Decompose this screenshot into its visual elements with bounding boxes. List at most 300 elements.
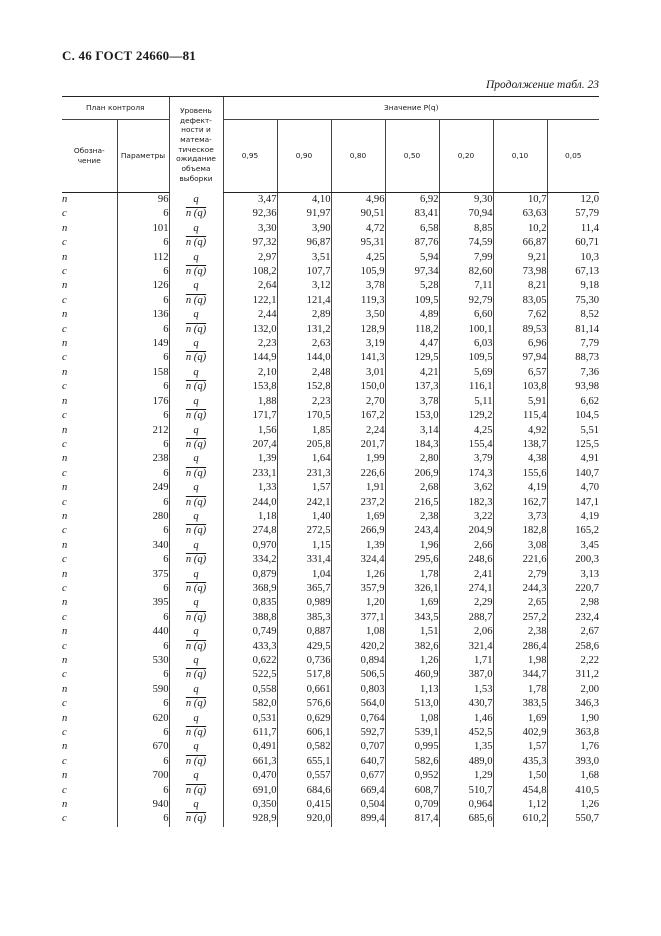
- row-value-1: 152,8: [277, 380, 331, 394]
- row-designation: n: [62, 539, 68, 551]
- row-designation: c: [62, 208, 67, 220]
- table-row: [62, 625, 599, 639]
- row-value-0: 433,3: [223, 640, 277, 654]
- row-value-1: 0,661: [277, 683, 331, 697]
- row-value-0: 132,0: [223, 323, 277, 337]
- row-value-1: 170,5: [277, 409, 331, 423]
- table-row: [62, 755, 599, 769]
- header-prob-0: 0,95: [223, 120, 277, 193]
- row-value-6: 5,51: [547, 424, 599, 438]
- row-level: n (q): [169, 438, 223, 452]
- row-level: q: [169, 337, 223, 351]
- row-value-5: 155,6: [493, 467, 547, 481]
- row-level: n (q): [169, 351, 223, 365]
- row-value-0: 171,7: [223, 409, 277, 423]
- row-value-6: 12,0: [547, 193, 599, 208]
- oc-characteristics-table: [62, 96, 599, 827]
- row-level: n (q): [169, 640, 223, 654]
- table-row: [62, 409, 599, 423]
- header-prob-4: 0,20: [439, 120, 493, 193]
- row-value-0: 0,491: [223, 740, 277, 754]
- row-value-0: 1,56: [223, 424, 277, 438]
- row-value-4: 116,1: [439, 380, 493, 394]
- row-value-3: 206,9: [385, 467, 439, 481]
- row-value-4: 82,60: [439, 265, 493, 279]
- row-level: q: [169, 654, 223, 668]
- row-value-2: 669,4: [331, 784, 385, 798]
- row-value-0: 368,9: [223, 582, 277, 596]
- table-row: [62, 308, 599, 322]
- row-value-3: 216,5: [385, 496, 439, 510]
- table-row: [62, 424, 599, 438]
- row-value-5: 286,4: [493, 640, 547, 654]
- row-value-5: 9,21: [493, 251, 547, 265]
- row-level: q: [169, 712, 223, 726]
- row-value-4: 3,79: [439, 452, 493, 466]
- row-designation: n: [62, 453, 68, 465]
- row-value-1: 1,40: [277, 510, 331, 524]
- row-value-5: 73,98: [493, 265, 547, 279]
- row-parameter: 6: [117, 409, 169, 423]
- row-level: q: [169, 251, 223, 265]
- row-value-5: 2,79: [493, 568, 547, 582]
- row-level: n (q): [169, 265, 223, 279]
- row-value-4: 182,3: [439, 496, 493, 510]
- row-parameter: 6: [117, 524, 169, 538]
- table-row: [62, 323, 599, 337]
- row-designation: n: [62, 770, 68, 782]
- row-parameter: 238: [117, 452, 169, 466]
- row-designation: n: [62, 568, 68, 580]
- table-row: [62, 611, 599, 625]
- row-value-3: 6,58: [385, 222, 439, 236]
- table-row: [62, 395, 599, 409]
- row-level: q: [169, 452, 223, 466]
- row-value-6: 220,7: [547, 582, 599, 596]
- row-value-0: 522,5: [223, 668, 277, 682]
- row-value-0: 122,1: [223, 294, 277, 308]
- row-designation: n: [62, 510, 68, 522]
- table-row: [62, 467, 599, 481]
- row-value-0: 2,44: [223, 308, 277, 322]
- row-level: q: [169, 510, 223, 524]
- row-designation: c: [62, 582, 67, 594]
- row-value-2: 2,24: [331, 424, 385, 438]
- row-value-5: 103,8: [493, 380, 547, 394]
- row-value-2: 0,707: [331, 740, 385, 754]
- row-value-6: 7,79: [547, 337, 599, 351]
- header-parameters: Параметры: [117, 120, 169, 193]
- row-value-3: 1,26: [385, 654, 439, 668]
- row-value-3: 1,69: [385, 596, 439, 610]
- row-parameter: 212: [117, 424, 169, 438]
- row-value-6: 4,70: [547, 481, 599, 495]
- header-plan: План контроля: [62, 97, 169, 120]
- row-value-1: 1,04: [277, 568, 331, 582]
- row-value-1: 606,1: [277, 726, 331, 740]
- row-parameter: 101: [117, 222, 169, 236]
- row-parameter: 6: [117, 812, 169, 826]
- row-value-3: 1,78: [385, 568, 439, 582]
- row-parameter: 620: [117, 712, 169, 726]
- row-value-1: 0,736: [277, 654, 331, 668]
- row-designation: n: [62, 482, 68, 494]
- row-value-3: 5,28: [385, 279, 439, 293]
- row-value-5: 1,69: [493, 712, 547, 726]
- row-level: n (q): [169, 236, 223, 250]
- row-value-2: 141,3: [331, 351, 385, 365]
- row-value-0: 2,97: [223, 251, 277, 265]
- row-designation: n: [62, 799, 68, 811]
- header-prob-5: 0,10: [493, 120, 547, 193]
- row-value-1: 576,6: [277, 697, 331, 711]
- row-designation: n: [62, 424, 68, 436]
- table-row: [62, 769, 599, 783]
- table-row: [62, 251, 599, 265]
- row-value-1: 2,89: [277, 308, 331, 322]
- table-row: [62, 236, 599, 250]
- row-level: q: [169, 366, 223, 380]
- row-value-4: 1,46: [439, 712, 493, 726]
- row-level: q: [169, 596, 223, 610]
- row-value-2: 1,39: [331, 539, 385, 553]
- row-value-4: 1,53: [439, 683, 493, 697]
- header-level: Уровень дефект-ности и матема-тическое ожидание объема выборки: [169, 97, 223, 193]
- row-value-1: 1,64: [277, 452, 331, 466]
- row-value-3: 5,94: [385, 251, 439, 265]
- row-value-2: 640,7: [331, 755, 385, 769]
- table-row: [62, 510, 599, 524]
- row-designation: n: [62, 395, 68, 407]
- row-value-5: 221,6: [493, 553, 547, 567]
- row-value-2: 592,7: [331, 726, 385, 740]
- row-designation: c: [62, 323, 67, 335]
- row-value-2: 0,803: [331, 683, 385, 697]
- row-value-1: 1,85: [277, 424, 331, 438]
- header-prob-6: 0,05: [547, 120, 599, 193]
- row-value-4: 2,66: [439, 539, 493, 553]
- row-parameter: 249: [117, 481, 169, 495]
- row-value-6: 3,13: [547, 568, 599, 582]
- row-parameter: 6: [117, 351, 169, 365]
- header-prob-2: 0,80: [331, 120, 385, 193]
- row-value-4: 5,69: [439, 366, 493, 380]
- row-designation: c: [62, 755, 67, 767]
- table-row: [62, 351, 599, 365]
- row-parameter: 6: [117, 784, 169, 798]
- row-value-1: 272,5: [277, 524, 331, 538]
- row-value-6: 57,79: [547, 207, 599, 221]
- row-value-3: 2,80: [385, 452, 439, 466]
- row-value-1: 0,629: [277, 712, 331, 726]
- row-value-2: 4,72: [331, 222, 385, 236]
- row-parameter: 126: [117, 279, 169, 293]
- row-value-5: 1,50: [493, 769, 547, 783]
- row-value-0: 2,10: [223, 366, 277, 380]
- table-row: [62, 539, 599, 553]
- row-parameter: 6: [117, 496, 169, 510]
- row-level: q: [169, 279, 223, 293]
- row-value-1: 4,10: [277, 193, 331, 208]
- row-value-4: 6,60: [439, 308, 493, 322]
- row-value-5: 4,19: [493, 481, 547, 495]
- row-value-2: 150,0: [331, 380, 385, 394]
- row-value-6: 346,3: [547, 697, 599, 711]
- row-parameter: 6: [117, 697, 169, 711]
- row-level: q: [169, 222, 223, 236]
- row-value-6: 7,36: [547, 366, 599, 380]
- row-value-4: 74,59: [439, 236, 493, 250]
- row-value-2: 357,9: [331, 582, 385, 596]
- row-value-0: 0,622: [223, 654, 277, 668]
- row-value-4: 387,0: [439, 668, 493, 682]
- row-value-1: 131,2: [277, 323, 331, 337]
- row-value-0: 334,2: [223, 553, 277, 567]
- row-level: n (q): [169, 582, 223, 596]
- row-designation: n: [62, 741, 68, 753]
- row-value-4: 0,964: [439, 798, 493, 812]
- row-parameter: 6: [117, 380, 169, 394]
- row-value-6: 8,52: [547, 308, 599, 322]
- row-value-3: 343,5: [385, 611, 439, 625]
- row-value-6: 75,30: [547, 294, 599, 308]
- row-value-4: 6,03: [439, 337, 493, 351]
- row-value-1: 231,3: [277, 467, 331, 481]
- row-value-3: 184,3: [385, 438, 439, 452]
- row-value-0: 153,8: [223, 380, 277, 394]
- row-value-1: 1,15: [277, 539, 331, 553]
- row-designation: c: [62, 525, 67, 537]
- row-parameter: 6: [117, 265, 169, 279]
- row-value-5: 10,2: [493, 222, 547, 236]
- row-value-2: 201,7: [331, 438, 385, 452]
- row-value-3: 0,709: [385, 798, 439, 812]
- row-parameter: 6: [117, 726, 169, 740]
- table-row: [62, 668, 599, 682]
- table-row: [62, 726, 599, 740]
- row-level: q: [169, 798, 223, 812]
- row-level: q: [169, 424, 223, 438]
- table-row: [62, 207, 599, 221]
- row-value-1: 517,8: [277, 668, 331, 682]
- row-parameter: 112: [117, 251, 169, 265]
- row-value-2: 3,50: [331, 308, 385, 322]
- row-value-5: 244,3: [493, 582, 547, 596]
- row-value-2: 4,96: [331, 193, 385, 208]
- row-level: q: [169, 193, 223, 208]
- table-row: [62, 222, 599, 236]
- row-level: n (q): [169, 726, 223, 740]
- row-value-2: 1,20: [331, 596, 385, 610]
- table-row: [62, 740, 599, 754]
- row-value-6: 10,3: [547, 251, 599, 265]
- row-value-0: 0,470: [223, 769, 277, 783]
- row-value-4: 510,7: [439, 784, 493, 798]
- row-value-3: 109,5: [385, 294, 439, 308]
- row-value-4: 204,9: [439, 524, 493, 538]
- row-value-6: 393,0: [547, 755, 599, 769]
- row-value-0: 1,88: [223, 395, 277, 409]
- row-value-0: 2,23: [223, 337, 277, 351]
- row-level: q: [169, 481, 223, 495]
- row-value-6: 6,62: [547, 395, 599, 409]
- row-value-6: 93,98: [547, 380, 599, 394]
- row-designation: n: [62, 683, 68, 695]
- table-row: [62, 294, 599, 308]
- row-value-2: 0,894: [331, 654, 385, 668]
- row-value-0: 244,0: [223, 496, 277, 510]
- row-level: n (q): [169, 207, 223, 221]
- table-continuation-label: Продолжение табл. 23: [486, 79, 599, 91]
- row-value-6: 1,90: [547, 712, 599, 726]
- row-value-5: 4,38: [493, 452, 547, 466]
- row-value-0: 0,531: [223, 712, 277, 726]
- row-level: q: [169, 395, 223, 409]
- row-value-1: 0,989: [277, 596, 331, 610]
- row-value-3: 2,38: [385, 510, 439, 524]
- row-value-4: 3,22: [439, 510, 493, 524]
- row-value-6: 2,67: [547, 625, 599, 639]
- table-row: [62, 380, 599, 394]
- row-value-1: 2,23: [277, 395, 331, 409]
- row-value-5: 402,9: [493, 726, 547, 740]
- page-header: С. 46 ГОСТ 24660—81: [62, 48, 196, 63]
- row-value-0: 0,970: [223, 539, 277, 553]
- row-level: n (q): [169, 755, 223, 769]
- row-value-5: 383,5: [493, 697, 547, 711]
- row-value-4: 70,94: [439, 207, 493, 221]
- row-value-1: 2,63: [277, 337, 331, 351]
- row-value-4: 430,7: [439, 697, 493, 711]
- row-value-0: 0,749: [223, 625, 277, 639]
- row-value-4: 2,06: [439, 625, 493, 639]
- row-value-4: 174,3: [439, 467, 493, 481]
- row-value-6: 165,2: [547, 524, 599, 538]
- row-level: q: [169, 683, 223, 697]
- row-value-2: 3,19: [331, 337, 385, 351]
- row-value-3: 4,21: [385, 366, 439, 380]
- row-value-3: 3,14: [385, 424, 439, 438]
- row-value-3: 817,4: [385, 812, 439, 826]
- row-value-5: 2,38: [493, 625, 547, 639]
- row-designation: n: [62, 366, 68, 378]
- row-value-3: 382,6: [385, 640, 439, 654]
- row-value-1: 0,557: [277, 769, 331, 783]
- row-parameter: 6: [117, 640, 169, 654]
- row-value-2: 377,1: [331, 611, 385, 625]
- row-designation: c: [62, 352, 67, 364]
- row-parameter: 149: [117, 337, 169, 351]
- row-value-1: 655,1: [277, 755, 331, 769]
- row-value-1: 385,3: [277, 611, 331, 625]
- row-parameter: 6: [117, 438, 169, 452]
- table-row: [62, 654, 599, 668]
- row-value-5: 1,98: [493, 654, 547, 668]
- row-parameter: 340: [117, 539, 169, 553]
- row-value-2: 506,5: [331, 668, 385, 682]
- row-value-0: 661,3: [223, 755, 277, 769]
- row-value-0: 108,2: [223, 265, 277, 279]
- row-value-5: 115,4: [493, 409, 547, 423]
- row-value-3: 0,995: [385, 740, 439, 754]
- row-value-6: 410,5: [547, 784, 599, 798]
- row-designation: c: [62, 467, 67, 479]
- row-level: n (q): [169, 294, 223, 308]
- row-value-5: 182,8: [493, 524, 547, 538]
- row-value-1: 429,5: [277, 640, 331, 654]
- row-value-3: 97,34: [385, 265, 439, 279]
- table-row: [62, 640, 599, 654]
- row-value-5: 2,65: [493, 596, 547, 610]
- row-value-0: 1,18: [223, 510, 277, 524]
- row-value-5: 454,8: [493, 784, 547, 798]
- row-value-2: 167,2: [331, 409, 385, 423]
- row-value-3: 1,51: [385, 625, 439, 639]
- row-value-0: 97,32: [223, 236, 277, 250]
- row-designation: c: [62, 266, 67, 278]
- row-value-4: 2,29: [439, 596, 493, 610]
- row-value-6: 1,26: [547, 798, 599, 812]
- row-parameter: 6: [117, 668, 169, 682]
- row-value-3: 326,1: [385, 582, 439, 596]
- row-value-6: 550,7: [547, 812, 599, 826]
- row-value-5: 1,12: [493, 798, 547, 812]
- row-value-6: 4,91: [547, 452, 599, 466]
- row-parameter: 375: [117, 568, 169, 582]
- row-designation: n: [62, 597, 68, 609]
- row-value-4: 4,25: [439, 424, 493, 438]
- row-parameter: 395: [117, 596, 169, 610]
- row-designation: n: [62, 194, 68, 205]
- row-value-4: 2,41: [439, 568, 493, 582]
- row-value-6: 147,1: [547, 496, 599, 510]
- row-value-6: 81,14: [547, 323, 599, 337]
- row-value-6: 363,8: [547, 726, 599, 740]
- row-value-3: 460,9: [385, 668, 439, 682]
- row-value-1: 121,4: [277, 294, 331, 308]
- row-value-5: 6,57: [493, 366, 547, 380]
- row-value-2: 0,677: [331, 769, 385, 783]
- row-value-5: 5,91: [493, 395, 547, 409]
- row-value-6: 140,7: [547, 467, 599, 481]
- header-value: [223, 97, 599, 120]
- row-value-3: 87,76: [385, 236, 439, 250]
- row-value-2: 420,2: [331, 640, 385, 654]
- row-level: n (q): [169, 668, 223, 682]
- row-value-4: 1,29: [439, 769, 493, 783]
- row-parameter: 136: [117, 308, 169, 322]
- row-value-0: 0,350: [223, 798, 277, 812]
- row-value-2: 266,9: [331, 524, 385, 538]
- row-value-1: 3,51: [277, 251, 331, 265]
- row-parameter: 700: [117, 769, 169, 783]
- row-value-6: 125,5: [547, 438, 599, 452]
- row-value-4: 129,2: [439, 409, 493, 423]
- row-value-3: 4,89: [385, 308, 439, 322]
- row-level: q: [169, 308, 223, 322]
- row-value-3: 582,6: [385, 755, 439, 769]
- row-level: n (q): [169, 524, 223, 538]
- row-value-1: 242,1: [277, 496, 331, 510]
- row-parameter: 6: [117, 236, 169, 250]
- row-value-2: 105,9: [331, 265, 385, 279]
- row-value-1: 920,0: [277, 812, 331, 826]
- row-value-2: 1,91: [331, 481, 385, 495]
- row-value-6: 9,18: [547, 279, 599, 293]
- row-value-6: 1,68: [547, 769, 599, 783]
- row-value-3: 243,4: [385, 524, 439, 538]
- row-value-0: 0,558: [223, 683, 277, 697]
